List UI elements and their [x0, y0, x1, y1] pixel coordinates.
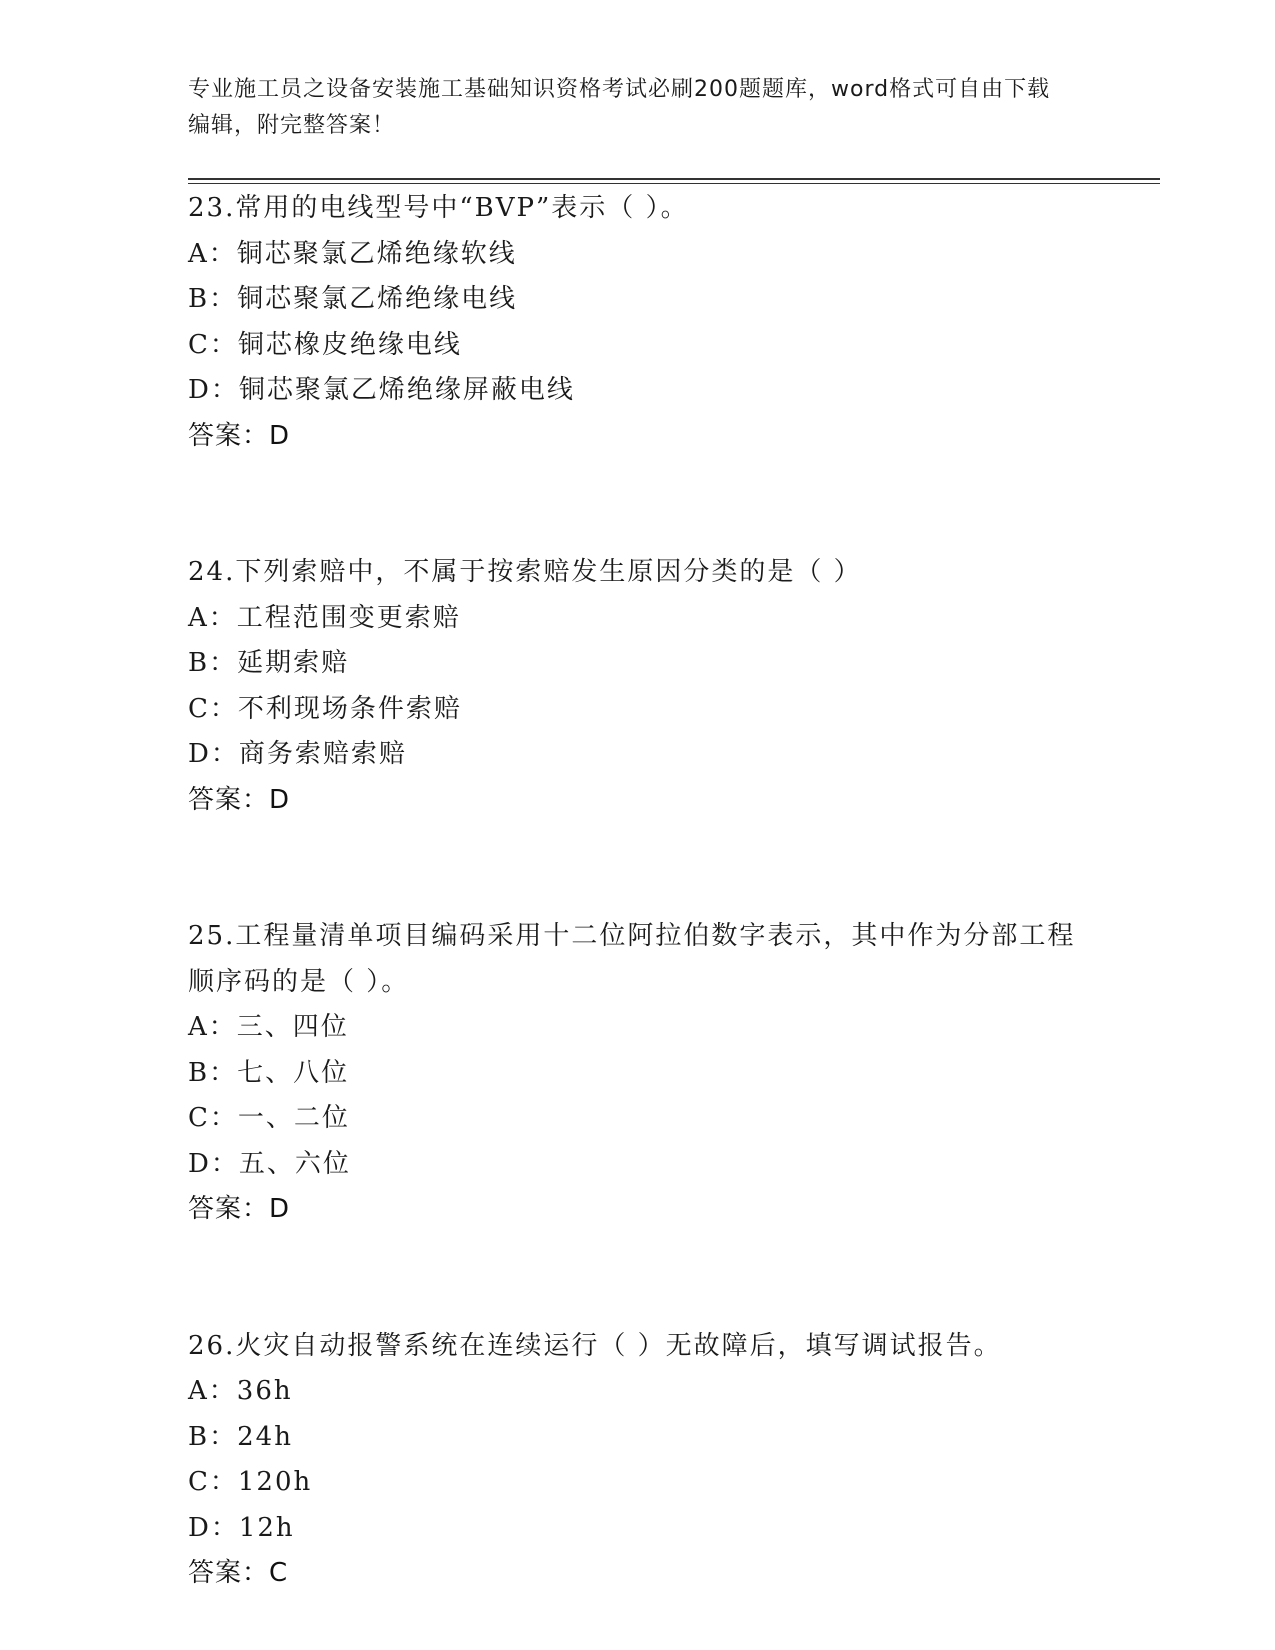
- option-a: A：36h: [188, 1376, 293, 1406]
- option-b: B：延期索赔: [188, 648, 350, 678]
- question-25: [188, 914, 1088, 1233]
- answer-line: 答案：D: [188, 784, 291, 815]
- question-spacer: [188, 1233, 1088, 1324]
- question-spacer: [188, 459, 1088, 550]
- option-a: A：铜芯聚氯乙烯绝缘软线: [188, 238, 517, 269]
- answer-line: 答案：D: [188, 1194, 291, 1224]
- question-24: [188, 550, 1088, 823]
- answer-line: 答案：C: [188, 1558, 289, 1588]
- question-23: [188, 186, 1088, 459]
- question-spacer: [188, 823, 1088, 914]
- option-d: D：铜芯聚氯乙烯绝缘屏蔽电线: [188, 375, 575, 405]
- question-stem: 25.工程量清单项目编码采用十二位阿拉伯数字表示，其中作为分部工程顺序码的是（ ）。: [188, 921, 1076, 997]
- option-c: C：120h: [188, 1467, 313, 1497]
- question-stem: 23.常用的电线型号中“BVP”表示（ ）。: [188, 193, 689, 223]
- option-c: C：一、二位: [188, 1103, 350, 1133]
- option-d: D：12h: [188, 1512, 295, 1543]
- option-b: B：24h: [188, 1421, 293, 1452]
- header-divider-thin: [188, 183, 1160, 184]
- header-divider-thick: [188, 178, 1160, 180]
- option-a: A：三、四位: [188, 1012, 349, 1042]
- question-list: [188, 186, 1088, 1597]
- option-a: A：工程范围变更索赔: [188, 602, 461, 633]
- answer-line: 答案：D: [188, 420, 291, 451]
- option-c: C：铜芯橡皮绝缘电线: [188, 329, 462, 360]
- question-stem: 24.下列索赔中，不属于按索赔发生原因分类的是（ ）: [188, 557, 862, 587]
- option-d: D：商务索赔索赔: [188, 739, 407, 769]
- option-b: B：七、八位: [188, 1057, 350, 1088]
- question-stem: 26.火灾自动报警系统在连续运行（ ）无故障后，填写调试报告。: [188, 1330, 1002, 1361]
- option-d: D：五、六位: [188, 1148, 351, 1179]
- question-26: [188, 1324, 1088, 1597]
- option-b: B：铜芯聚氯乙烯绝缘电线: [188, 284, 518, 314]
- option-c: C：不利现场条件索赔: [188, 693, 462, 724]
- document-intro: 专业施工员之设备安装施工基础知识资格考试必刷200题题库，word格式可自由下载编辑，附完整答案！: [188, 77, 1051, 138]
